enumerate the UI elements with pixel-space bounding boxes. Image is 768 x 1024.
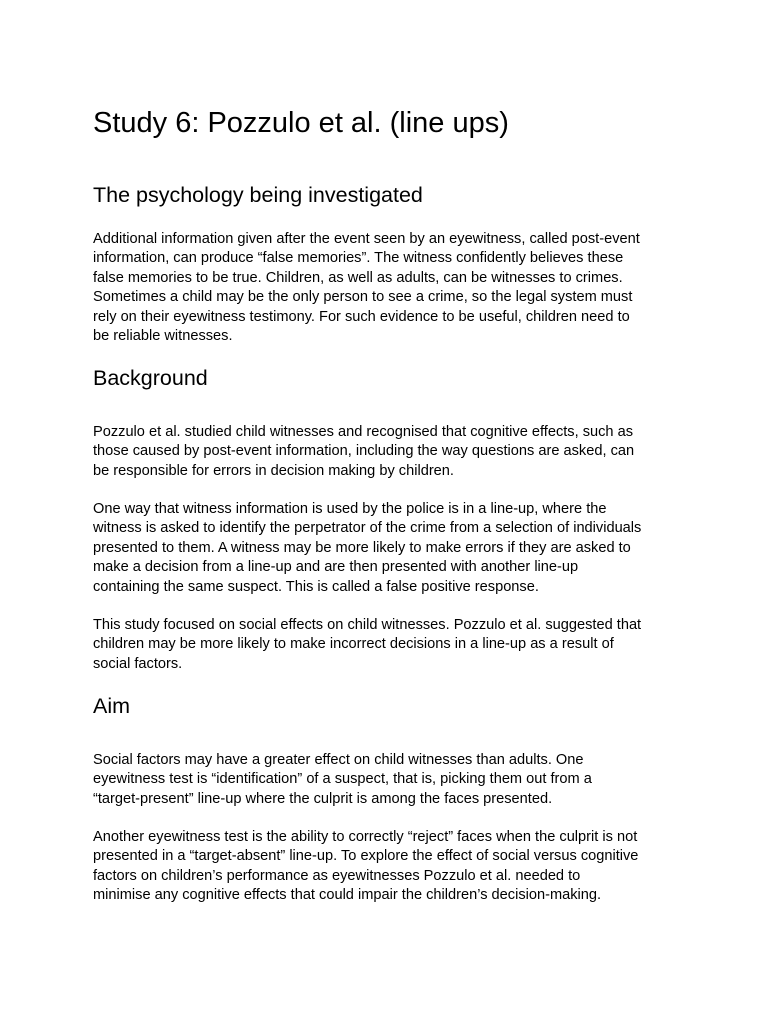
- section-heading-aim: Aim: [93, 694, 131, 718]
- text-line: Social factors may have a greater effect on child witnesses than adults. One: [93, 752, 584, 768]
- paragraph-psychology: [93, 230, 683, 346]
- paragraph-background-3: [93, 616, 683, 674]
- text-line: make a decision from a line-up and are then presented with another line-up: [93, 559, 579, 576]
- text-line: This study focused on social effects on child witnesses. Pozzulo et al. suggested that: [93, 617, 642, 633]
- text-line: be reliable witnesses.: [93, 328, 233, 345]
- text-line: “target-present” line-up where the culprit is among the faces presented.: [93, 790, 553, 807]
- paragraph-background-2: [93, 500, 683, 597]
- text-line: social factors.: [93, 655, 183, 672]
- text-line: One way that witness information is used by the police is in a line-up, where the: [93, 501, 607, 517]
- text-line: children may be more likely to make incorrect decisions in a line-up as a result of: [93, 636, 614, 653]
- text-line: minimise any cognitive effects that could impair the children’s decision-making.: [93, 887, 602, 904]
- paragraph-aim-1: [93, 751, 683, 809]
- text-line: Sometimes a child may be the only person to see a crime, so the legal system must: [93, 289, 633, 306]
- text-line: Another eyewitness test is the ability to correctly “reject” faces when the culprit is not: [93, 829, 638, 845]
- text-line: those caused by post-event information, including the way questions are asked, can: [93, 443, 635, 460]
- paragraph-aim-2: [93, 828, 683, 906]
- text-line: Pozzulo et al. studied child witnesses and recognised that cognitive effects, such as: [93, 424, 634, 440]
- paragraph-background-1: [93, 423, 683, 481]
- text-line: presented in a “target-absent” line-up. To explore the effect of social versus cognitive: [93, 848, 639, 865]
- text-line: factors on children’s performance as eyewitnesses Pozzulo et al. needed to: [93, 867, 581, 884]
- text-line: be responsible for errors in decision making by children.: [93, 462, 454, 479]
- section-heading-background: Background: [93, 366, 208, 390]
- text-line: information, can produce “false memories”. The witness confidently believes these: [93, 250, 624, 267]
- text-line: rely on their eyewitness testimony. For such evidence to be useful, children need to: [93, 308, 630, 325]
- section-heading-psychology: The psychology being investigated: [93, 183, 423, 207]
- text-line: Additional information given after the event seen by an eyewitness, called post-event: [93, 231, 640, 247]
- text-line: eyewitness test is “identification” of a suspect, that is, picking them out from a: [93, 771, 592, 788]
- text-line: presented to them. A witness may be more likely to make errors if they are asked to: [93, 539, 631, 556]
- text-line: witness is asked to identify the perpetrator of the crime from a selection of individuals: [93, 520, 642, 537]
- page-title: Study 6: Pozzulo et al. (line ups): [93, 107, 509, 139]
- text-line: false memories to be true. Children, as well as adults, can be witnesses to crimes.: [93, 269, 623, 286]
- text-line: containing the same suspect. This is called a false positive response.: [93, 578, 539, 595]
